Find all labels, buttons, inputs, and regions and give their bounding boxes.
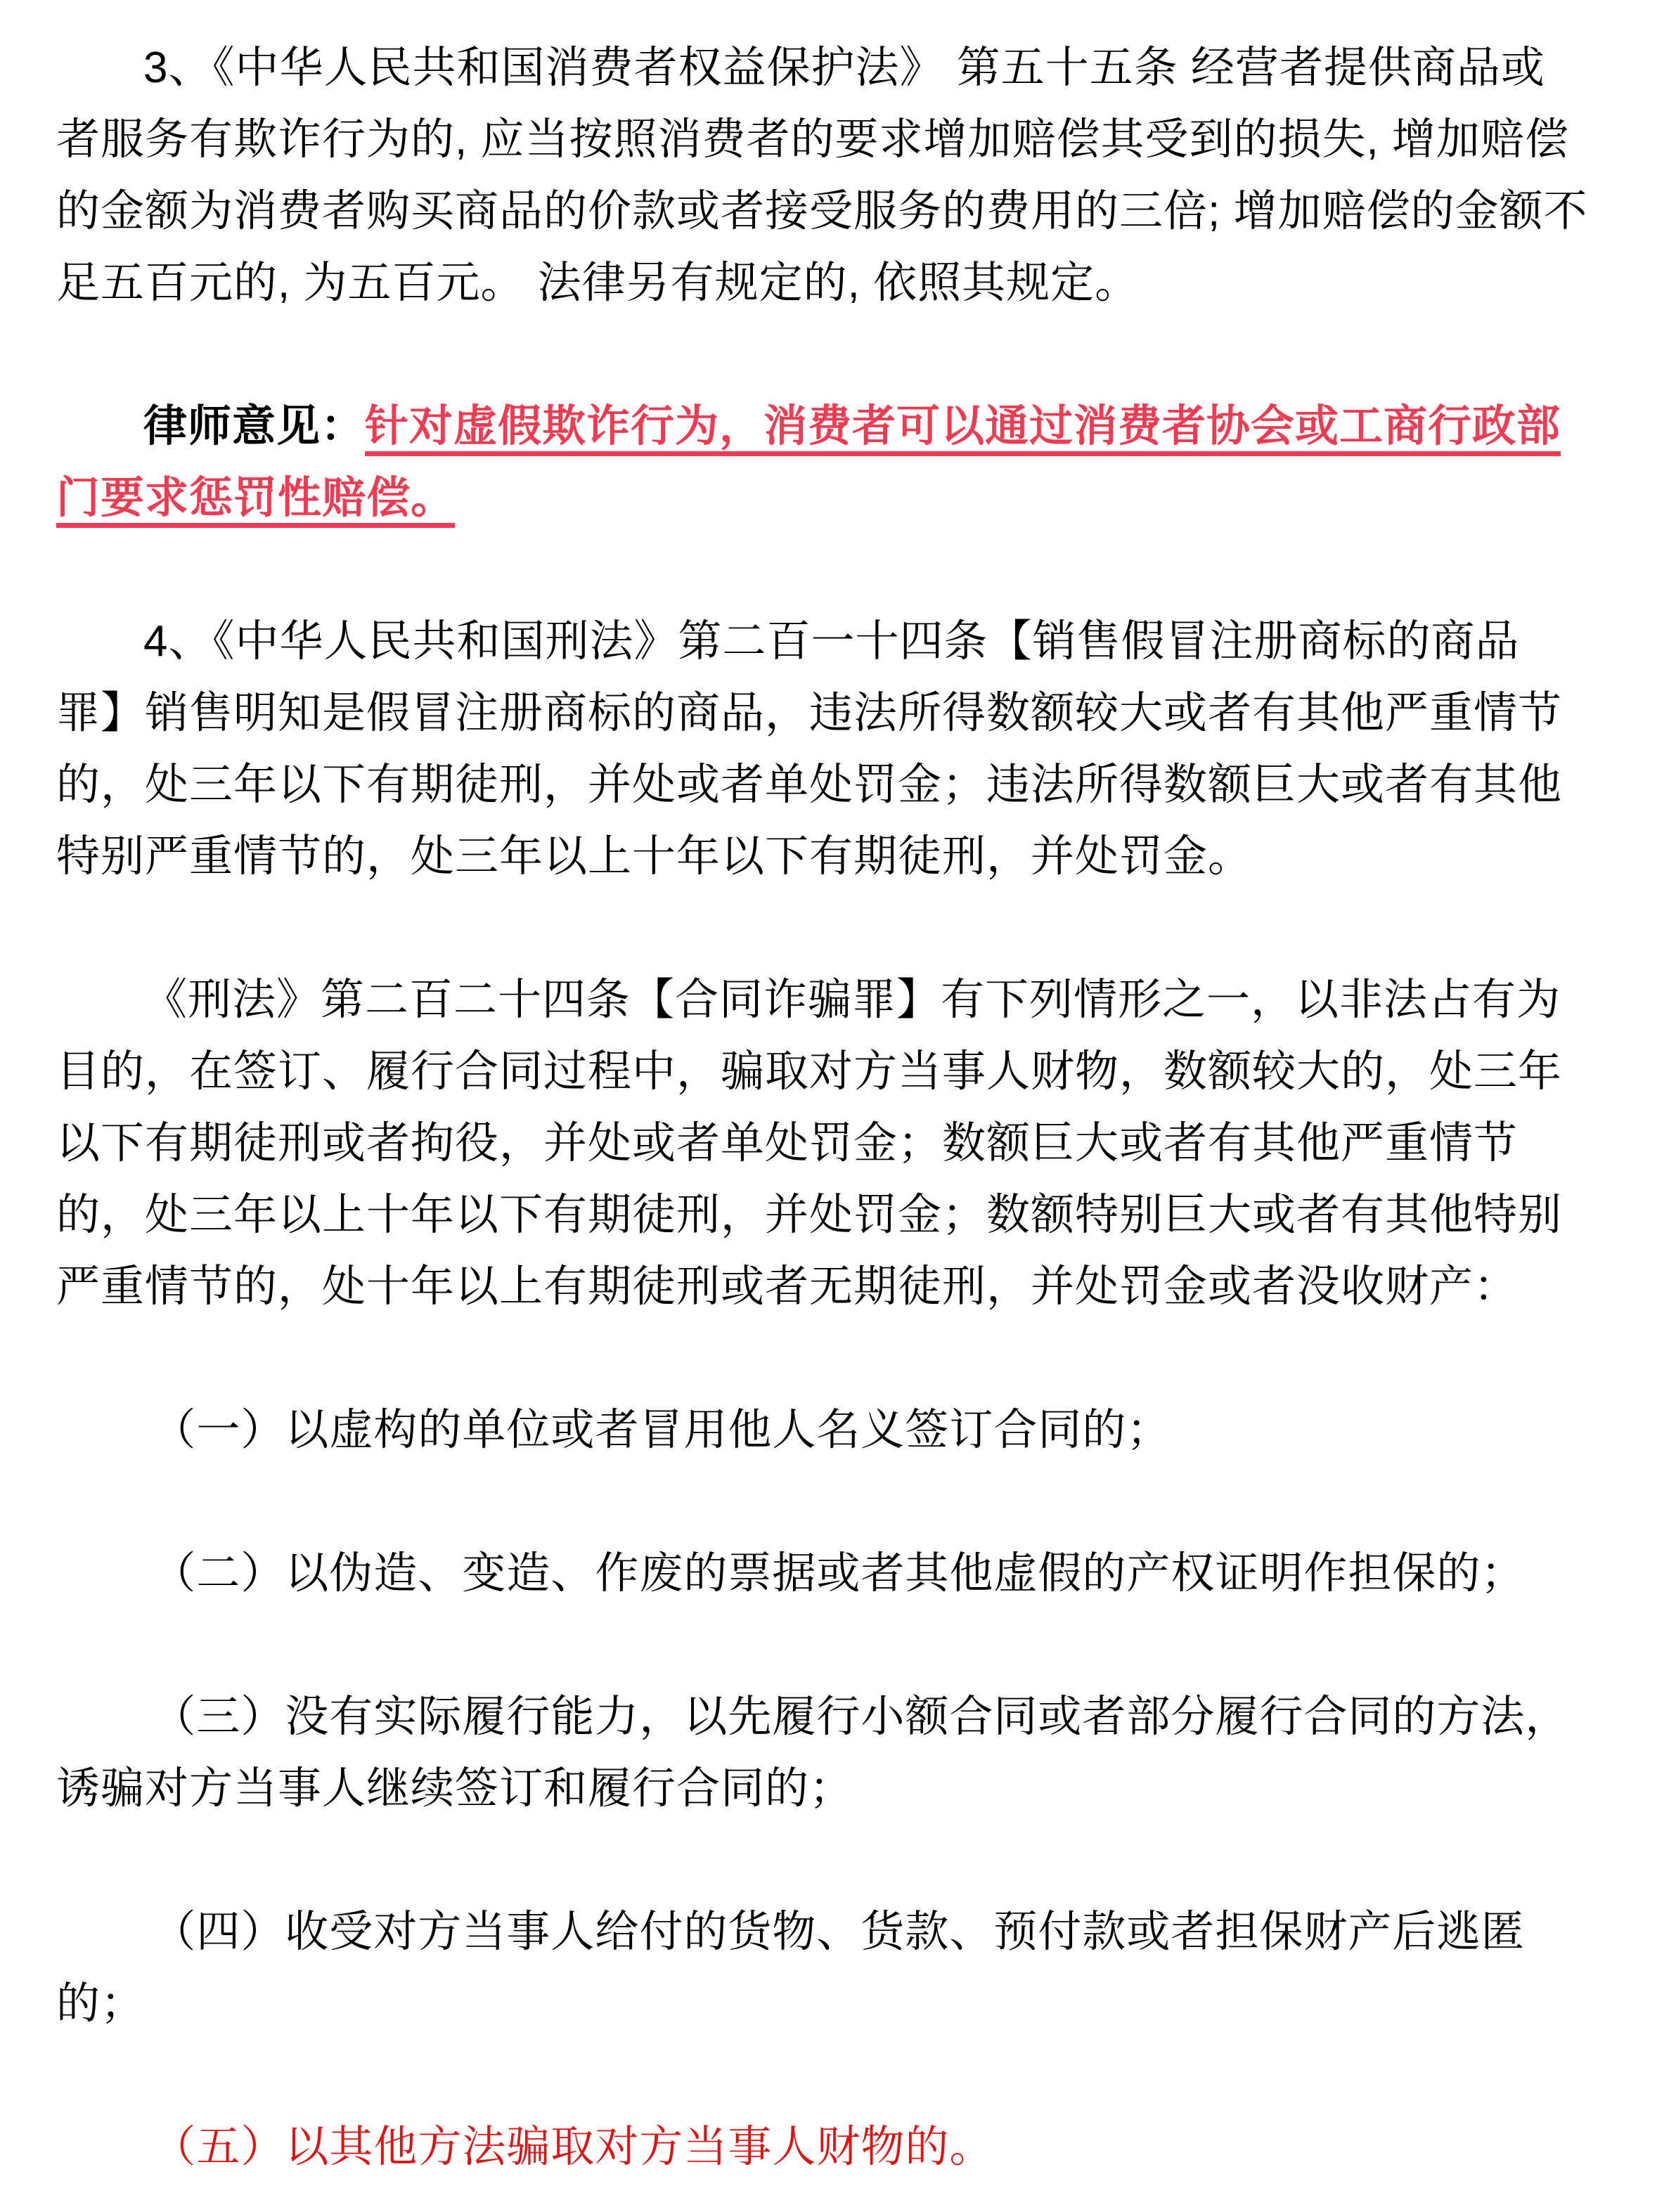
paragraph-criminal-law-224 <box>56 964 1620 1323</box>
text-line: 的； <box>56 1979 146 2028</box>
text-line: 的，处三年以上十年以下有期徒刑，并处罚金；数额特别巨大或者有其他特别 <box>56 1191 1563 1239</box>
text-line: 目的，在签订、履行合同过程中，骗取对方当事人财物，数额较大的，处三年 <box>56 1047 1563 1096</box>
text-line: （一）以虚构的单位或者冒用他人名义签订合同的； <box>152 1406 1171 1454</box>
text-line: 以下有期徒刑或者拘役，并处或者单处罚金；数额巨大或者有其他严重情节 <box>56 1119 1519 1168</box>
text-line: 的金额为消费者购买商品的价款或者接受服务的费用的三倍; 增加赔偿的金额不 <box>56 187 1588 235</box>
text-line: 《刑法》第二百二十四条【合同诈骗罪】有下列情形之一，以非法占有为 <box>143 976 1561 1024</box>
text-line <box>56 463 1620 534</box>
list-item-2 <box>56 1538 1620 1610</box>
lawyer-opinion-highlight: 门要求惩罚性赔偿。 <box>56 474 456 522</box>
text-line: （二）以伪造、变造、作废的票据或者其他虚假的产权证明作担保的； <box>152 1549 1526 1598</box>
lawyer-opinion-label: 律师意见： <box>143 402 366 451</box>
text-line: 者服务有欺诈行为的, 应当按照消费者的要求增加赔偿其受到的损失, 增加赔偿 <box>56 115 1569 164</box>
list-item-4 <box>56 1896 1620 2040</box>
paragraph-lawyer-opinion <box>56 391 1620 534</box>
text-line: 严重情节的，处十年以上有期徒刑或者无期徒刑，并处罚金或者没收财产： <box>56 1262 1519 1311</box>
paragraph-consumer-protection-law <box>56 32 1620 319</box>
text-line: 3、《中华人民共和国消费者权益保护法》 第五十五条 经营者提供商品或 <box>143 44 1545 92</box>
text-line: 罪】销售明知是假冒注册商标的商品，违法所得数额较大或者有其他严重情节 <box>56 689 1563 737</box>
text-line: 4、《中华人民共和国刑法》第二百一十四条【销售假冒注册商标的商品 <box>143 617 1520 666</box>
text-line-red: （五）以其他方法骗取对方当事人财物的。 <box>152 2123 994 2171</box>
list-item-3 <box>56 1681 1620 1825</box>
text-line: 的，处三年以下有期徒刑，并处或者单处罚金；违法所得数额巨大或者有其他 <box>56 761 1563 809</box>
text-line: 特别严重情节的，处三年以上十年以下有期徒刑，并处罚金。 <box>56 832 1253 881</box>
text-line: 足五百元的, 为五百元。 法律另有规定的, 依照其规定。 <box>56 259 1140 307</box>
list-item-1 <box>56 1395 1620 1466</box>
text-line: （四）收受对方当事人给付的货物、货款、预付款或者担保财产后逃匿 <box>152 1908 1526 1956</box>
text-line: 诱骗对方当事人继续签订和履行合同的； <box>56 1764 854 1813</box>
paragraph-criminal-law-214 <box>56 606 1620 893</box>
text-line <box>56 391 1620 463</box>
lawyer-opinion-highlight: 针对虚假欺诈行为，消费者可以通过消费者协会或工商行政部 <box>365 402 1561 451</box>
list-item-5 <box>56 2111 1620 2183</box>
text-line: （三）没有实际履行能力，以先履行小额合同或者部分履行合同的方法， <box>152 1693 1570 1741</box>
